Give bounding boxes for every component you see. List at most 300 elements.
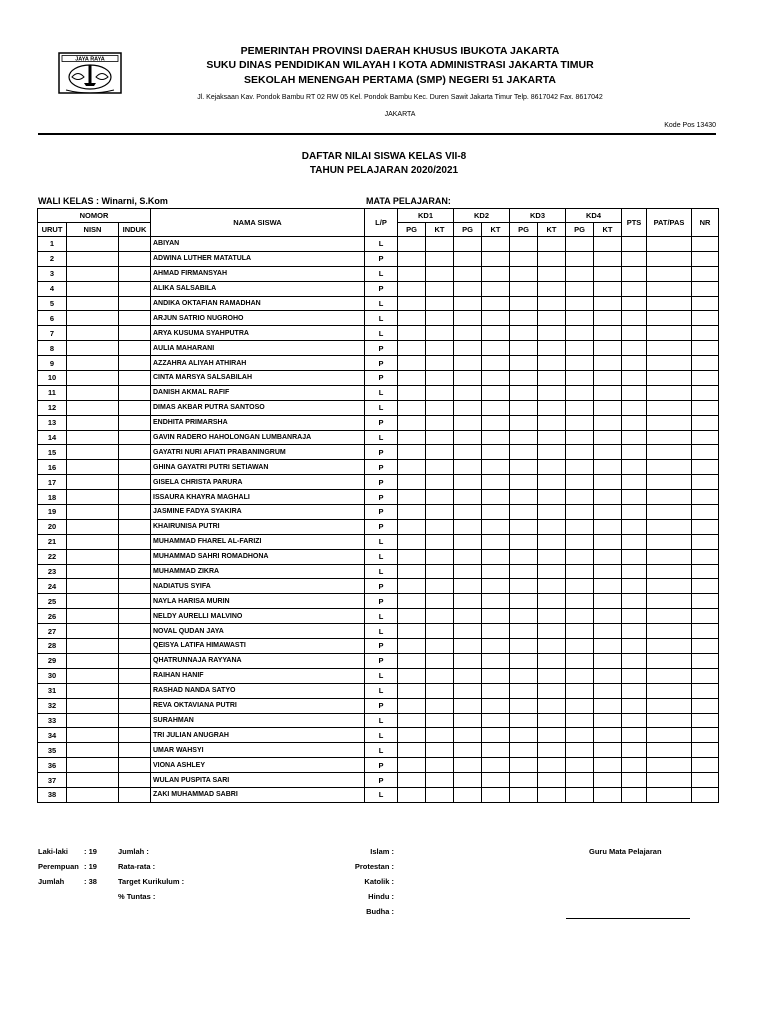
- score-kd4-pg: [566, 341, 594, 356]
- row-induk: [119, 385, 151, 400]
- row-induk: [119, 743, 151, 758]
- score-kd1-pg: [398, 371, 426, 386]
- student-name: NAYLA HARISA MURIN: [151, 594, 365, 609]
- row-nisn: [67, 445, 119, 460]
- score-kd1-kt: [426, 311, 454, 326]
- score-kd1-kt: [426, 296, 454, 311]
- student-gender: P: [365, 758, 398, 773]
- student-gender: P: [365, 281, 398, 296]
- score-kd4-kt: [594, 341, 622, 356]
- score-kd3-kt: [538, 371, 566, 386]
- score-kd3-pg: [510, 758, 538, 773]
- row-number: 2: [38, 251, 67, 266]
- logo-text: JAYA RAYA: [75, 56, 105, 63]
- score-kd3-kt: [538, 445, 566, 460]
- score-kd4-pg: [566, 430, 594, 445]
- row-nisn: [67, 743, 119, 758]
- score-kd4-pg: [566, 460, 594, 475]
- score-nr: [692, 445, 719, 460]
- student-name: NADIATUS SYIFA: [151, 579, 365, 594]
- score-pat-pas: [647, 296, 692, 311]
- score-kd4-pg: [566, 400, 594, 415]
- student-gender: P: [365, 415, 398, 430]
- col-lp: L/P: [365, 209, 398, 237]
- score-kd2-kt: [482, 475, 510, 490]
- student-gender: P: [365, 475, 398, 490]
- score-pts: [622, 519, 647, 534]
- student-name: MUHAMMAD SAHRI ROMADHONA: [151, 549, 365, 564]
- score-kd1-kt: [426, 549, 454, 564]
- row-number: 15: [38, 445, 67, 460]
- score-kd2-kt: [482, 653, 510, 668]
- score-kd2-kt: [482, 579, 510, 594]
- table-row: [38, 564, 719, 579]
- score-kd1-pg: [398, 460, 426, 475]
- score-kd2-kt: [482, 296, 510, 311]
- score-kd4-kt: [594, 683, 622, 698]
- score-pat-pas: [647, 326, 692, 341]
- score-pts: [622, 490, 647, 505]
- score-pts: [622, 460, 647, 475]
- score-kd3-pg: [510, 713, 538, 728]
- score-kd2-pg: [454, 505, 482, 520]
- score-pts: [622, 713, 647, 728]
- score-kd3-kt: [538, 385, 566, 400]
- score-kd4-kt: [594, 445, 622, 460]
- score-kd1-pg: [398, 639, 426, 654]
- score-nr: [692, 773, 719, 788]
- score-kd4-kt: [594, 490, 622, 505]
- score-kd3-kt: [538, 475, 566, 490]
- score-kd4-pg: [566, 639, 594, 654]
- row-number: 35: [38, 743, 67, 758]
- col-kd3-pg: PG: [510, 223, 538, 237]
- score-kd4-pg: [566, 564, 594, 579]
- score-kd1-kt: [426, 698, 454, 713]
- score-kd2-pg: [454, 564, 482, 579]
- col-nama: NAMA SISWA: [151, 209, 365, 237]
- score-kd1-kt: [426, 356, 454, 371]
- score-kd3-pg: [510, 728, 538, 743]
- row-number: 7: [38, 326, 67, 341]
- score-kd1-pg: [398, 237, 426, 252]
- score-kd2-pg: [454, 490, 482, 505]
- score-pat-pas: [647, 490, 692, 505]
- score-kd4-kt: [594, 475, 622, 490]
- table-row: [38, 490, 719, 505]
- score-kd1-pg: [398, 564, 426, 579]
- score-kd1-kt: [426, 624, 454, 639]
- student-gender: P: [365, 579, 398, 594]
- score-kd4-kt: [594, 594, 622, 609]
- row-induk: [119, 356, 151, 371]
- row-induk: [119, 341, 151, 356]
- score-pts: [622, 341, 647, 356]
- row-nisn: [67, 505, 119, 520]
- col-nomor: NOMOR: [38, 209, 151, 223]
- row-number: 19: [38, 505, 67, 520]
- score-pat-pas: [647, 311, 692, 326]
- score-kd3-kt: [538, 326, 566, 341]
- col-kd1-pg: PG: [398, 223, 426, 237]
- row-number: 24: [38, 579, 67, 594]
- stat-tuntas: % Tuntas :: [118, 892, 156, 901]
- signature-line: [566, 918, 690, 919]
- student-gender: L: [365, 430, 398, 445]
- score-kd2-pg: [454, 519, 482, 534]
- row-number: 28: [38, 639, 67, 654]
- student-gender: L: [365, 683, 398, 698]
- score-kd1-pg: [398, 653, 426, 668]
- score-kd3-kt: [538, 564, 566, 579]
- score-kd4-kt: [594, 281, 622, 296]
- laki-value: : 19: [84, 847, 97, 856]
- score-kd3-pg: [510, 251, 538, 266]
- religion-katolik: Katolik :: [364, 877, 394, 886]
- student-name: ISSAURA KHAYRA MAGHALI: [151, 490, 365, 505]
- score-pat-pas: [647, 683, 692, 698]
- score-kd4-pg: [566, 519, 594, 534]
- row-number: 11: [38, 385, 67, 400]
- row-number: 3: [38, 266, 67, 281]
- col-nr: NR: [692, 209, 719, 237]
- row-nisn: [67, 579, 119, 594]
- score-kd4-kt: [594, 534, 622, 549]
- table-row: [38, 519, 719, 534]
- student-gender: L: [365, 728, 398, 743]
- score-pts: [622, 743, 647, 758]
- score-kd2-kt: [482, 311, 510, 326]
- score-kd4-pg: [566, 356, 594, 371]
- score-pts: [622, 281, 647, 296]
- score-kd2-pg: [454, 475, 482, 490]
- table-row: [38, 683, 719, 698]
- row-nisn: [67, 787, 119, 802]
- row-nisn: [67, 281, 119, 296]
- student-gender: L: [365, 609, 398, 624]
- score-kd4-kt: [594, 773, 622, 788]
- student-name: DIMAS AKBAR PUTRA SANTOSO: [151, 400, 365, 415]
- student-gender: P: [365, 251, 398, 266]
- student-gender: P: [365, 341, 398, 356]
- score-kd1-kt: [426, 743, 454, 758]
- score-pts: [622, 639, 647, 654]
- score-kd3-kt: [538, 341, 566, 356]
- score-kd1-kt: [426, 445, 454, 460]
- score-kd2-pg: [454, 594, 482, 609]
- score-kd2-kt: [482, 549, 510, 564]
- score-kd3-kt: [538, 266, 566, 281]
- score-kd4-pg: [566, 534, 594, 549]
- score-pat-pas: [647, 579, 692, 594]
- row-induk: [119, 519, 151, 534]
- score-pts: [622, 787, 647, 802]
- score-kd3-kt: [538, 743, 566, 758]
- score-kd1-pg: [398, 698, 426, 713]
- score-kd4-kt: [594, 326, 622, 341]
- score-kd2-kt: [482, 594, 510, 609]
- student-gender: L: [365, 311, 398, 326]
- row-nisn: [67, 237, 119, 252]
- score-kd4-kt: [594, 237, 622, 252]
- score-kd2-kt: [482, 460, 510, 475]
- table-row: [38, 460, 719, 475]
- table-row: [38, 579, 719, 594]
- row-induk: [119, 624, 151, 639]
- score-kd4-pg: [566, 490, 594, 505]
- score-pts: [622, 683, 647, 698]
- score-pts: [622, 609, 647, 624]
- score-pts: [622, 475, 647, 490]
- score-kd2-kt: [482, 564, 510, 579]
- score-kd3-kt: [538, 668, 566, 683]
- stat-rata-rata: Rata-rata :: [118, 862, 156, 871]
- score-kd2-kt: [482, 281, 510, 296]
- score-nr: [692, 624, 719, 639]
- table-row: [38, 505, 719, 520]
- table-row: [38, 743, 719, 758]
- row-induk: [119, 728, 151, 743]
- score-kd2-pg: [454, 624, 482, 639]
- row-number: 23: [38, 564, 67, 579]
- score-kd3-pg: [510, 371, 538, 386]
- score-kd3-pg: [510, 326, 538, 341]
- score-kd3-pg: [510, 519, 538, 534]
- student-name: ADWINA LUTHER MATATULA: [151, 251, 365, 266]
- score-kd1-kt: [426, 460, 454, 475]
- score-kd4-pg: [566, 415, 594, 430]
- student-name: CINTA MARSYA SALSABILAH: [151, 371, 365, 386]
- row-nisn: [67, 475, 119, 490]
- student-gender: P: [365, 445, 398, 460]
- score-kd1-kt: [426, 668, 454, 683]
- score-kd3-kt: [538, 549, 566, 564]
- score-kd2-kt: [482, 371, 510, 386]
- student-name: DANISH AKMAL RAFIF: [151, 385, 365, 400]
- score-kd2-kt: [482, 400, 510, 415]
- score-kd3-pg: [510, 653, 538, 668]
- student-gender: L: [365, 237, 398, 252]
- score-kd4-pg: [566, 653, 594, 668]
- row-number: 38: [38, 787, 67, 802]
- score-kd4-kt: [594, 653, 622, 668]
- score-pts: [622, 356, 647, 371]
- score-nr: [692, 505, 719, 520]
- student-name: WULAN PUSPITA SARI: [151, 773, 365, 788]
- religion-budha: Budha :: [366, 907, 394, 916]
- score-kd2-kt: [482, 728, 510, 743]
- col-kd3-kt: KT: [538, 223, 566, 237]
- row-nisn: [67, 251, 119, 266]
- row-number: 12: [38, 400, 67, 415]
- score-kd2-pg: [454, 326, 482, 341]
- score-kd2-pg: [454, 653, 482, 668]
- document-title: DAFTAR NILAI SISWA KELAS VII-8: [301, 151, 467, 162]
- score-kd2-pg: [454, 549, 482, 564]
- score-nr: [692, 311, 719, 326]
- student-gender: P: [365, 519, 398, 534]
- row-nisn: [67, 415, 119, 430]
- score-kd1-pg: [398, 668, 426, 683]
- score-kd4-kt: [594, 519, 622, 534]
- score-nr: [692, 549, 719, 564]
- row-number: 36: [38, 758, 67, 773]
- student-gender: P: [365, 698, 398, 713]
- score-kd4-kt: [594, 728, 622, 743]
- score-pts: [622, 430, 647, 445]
- row-induk: [119, 549, 151, 564]
- table-row: [38, 698, 719, 713]
- religion-islam: Islam :: [370, 847, 394, 856]
- score-pat-pas: [647, 341, 692, 356]
- score-nr: [692, 251, 719, 266]
- score-kd4-pg: [566, 683, 594, 698]
- score-kd2-kt: [482, 266, 510, 281]
- score-kd2-kt: [482, 698, 510, 713]
- score-pat-pas: [647, 758, 692, 773]
- student-name: MUHAMMAD ZIKRA: [151, 564, 365, 579]
- score-kd3-kt: [538, 653, 566, 668]
- score-kd1-kt: [426, 371, 454, 386]
- score-kd1-pg: [398, 624, 426, 639]
- score-nr: [692, 564, 719, 579]
- student-gender: L: [365, 743, 398, 758]
- col-kd4-kt: KT: [594, 223, 622, 237]
- score-kd3-kt: [538, 713, 566, 728]
- score-kd4-pg: [566, 281, 594, 296]
- score-kd2-pg: [454, 281, 482, 296]
- student-name: NELDY AURELLI MALVINO: [151, 609, 365, 624]
- row-induk: [119, 564, 151, 579]
- student-gender: P: [365, 773, 398, 788]
- score-kd3-kt: [538, 296, 566, 311]
- score-kd2-kt: [482, 237, 510, 252]
- score-kd4-pg: [566, 668, 594, 683]
- row-induk: [119, 311, 151, 326]
- score-kd3-pg: [510, 385, 538, 400]
- score-kd4-kt: [594, 266, 622, 281]
- row-induk: [119, 251, 151, 266]
- score-kd4-kt: [594, 251, 622, 266]
- student-name: SURAHMAN: [151, 713, 365, 728]
- score-nr: [692, 519, 719, 534]
- row-number: 1: [38, 237, 67, 252]
- table-row: [38, 475, 719, 490]
- score-pts: [622, 594, 647, 609]
- score-kd2-pg: [454, 371, 482, 386]
- row-induk: [119, 683, 151, 698]
- score-pat-pas: [647, 385, 692, 400]
- score-pts: [622, 534, 647, 549]
- score-kd4-kt: [594, 400, 622, 415]
- student-name: ANDIKA OKTAFIAN RAMADHAN: [151, 296, 365, 311]
- row-nisn: [67, 296, 119, 311]
- row-number: 27: [38, 624, 67, 639]
- score-nr: [692, 743, 719, 758]
- score-kd2-kt: [482, 668, 510, 683]
- score-kd4-pg: [566, 728, 594, 743]
- score-kd3-kt: [538, 534, 566, 549]
- student-name: ABIYAN: [151, 237, 365, 252]
- table-row: [38, 639, 719, 654]
- score-kd1-pg: [398, 594, 426, 609]
- score-kd4-pg: [566, 787, 594, 802]
- student-gender: L: [365, 534, 398, 549]
- score-kd1-kt: [426, 385, 454, 400]
- score-pts: [622, 326, 647, 341]
- score-pat-pas: [647, 609, 692, 624]
- score-kd3-pg: [510, 296, 538, 311]
- student-name: ENDHITA PRIMARSHA: [151, 415, 365, 430]
- score-nr: [692, 341, 719, 356]
- score-kd2-kt: [482, 624, 510, 639]
- table-row: [38, 549, 719, 564]
- jumlah-value: : 38: [84, 877, 97, 886]
- score-kd4-kt: [594, 713, 622, 728]
- score-kd3-kt: [538, 683, 566, 698]
- score-pat-pas: [647, 564, 692, 579]
- col-kd3: KD3: [510, 209, 566, 223]
- score-kd3-kt: [538, 356, 566, 371]
- score-kd2-kt: [482, 639, 510, 654]
- score-kd1-pg: [398, 475, 426, 490]
- score-nr: [692, 683, 719, 698]
- religion-protestan: Protestan :: [354, 862, 394, 871]
- row-induk: [119, 415, 151, 430]
- score-kd3-pg: [510, 624, 538, 639]
- student-gender: P: [365, 594, 398, 609]
- score-pts: [622, 251, 647, 266]
- score-pat-pas: [647, 445, 692, 460]
- row-nisn: [67, 371, 119, 386]
- score-kd4-pg: [566, 549, 594, 564]
- score-kd4-pg: [566, 266, 594, 281]
- row-induk: [119, 639, 151, 654]
- score-kd1-pg: [398, 400, 426, 415]
- score-kd2-kt: [482, 415, 510, 430]
- letterhead: [120, 44, 680, 120]
- row-nisn: [67, 728, 119, 743]
- score-pat-pas: [647, 639, 692, 654]
- student-name: KHAIRUNISA PUTRI: [151, 519, 365, 534]
- score-pts: [622, 773, 647, 788]
- score-kd4-pg: [566, 311, 594, 326]
- score-kd2-pg: [454, 698, 482, 713]
- score-kd2-pg: [454, 341, 482, 356]
- student-name: NOVAL QUDAN JAYA: [151, 624, 365, 639]
- row-number: 14: [38, 430, 67, 445]
- table-row: [38, 385, 719, 400]
- student-gender: L: [365, 326, 398, 341]
- student-gender: L: [365, 400, 398, 415]
- score-kd2-pg: [454, 758, 482, 773]
- row-induk: [119, 668, 151, 683]
- score-kd3-kt: [538, 698, 566, 713]
- student-name: GHINA GAYATRI PUTRI SETIAWAN: [151, 460, 365, 475]
- score-kd1-kt: [426, 728, 454, 743]
- score-nr: [692, 787, 719, 802]
- row-nisn: [67, 773, 119, 788]
- score-kd1-kt: [426, 594, 454, 609]
- score-kd2-pg: [454, 579, 482, 594]
- score-kd2-pg: [454, 251, 482, 266]
- score-kd3-kt: [538, 579, 566, 594]
- score-kd1-pg: [398, 728, 426, 743]
- score-kd2-pg: [454, 609, 482, 624]
- student-name: ARJUN SATRIO NUGROHO: [151, 311, 365, 326]
- col-kd1-kt: KT: [426, 223, 454, 237]
- score-kd1-kt: [426, 415, 454, 430]
